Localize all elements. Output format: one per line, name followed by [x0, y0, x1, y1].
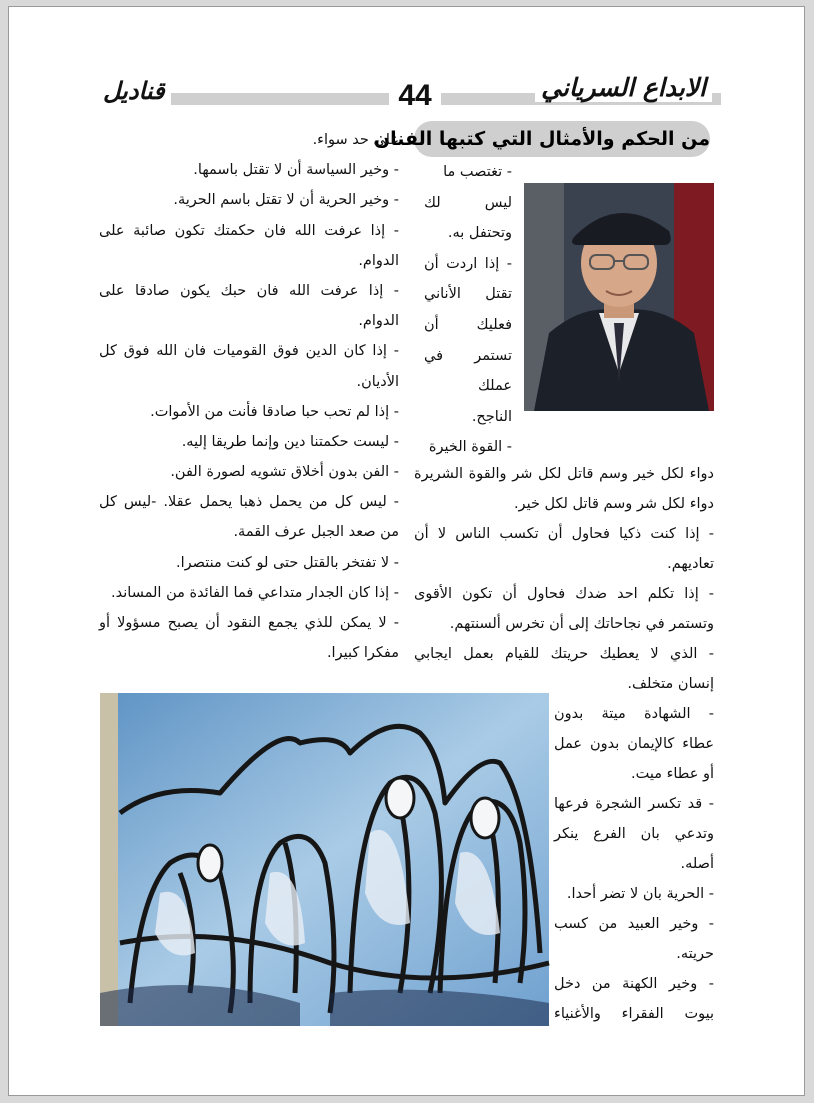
text-line: - الذي لا يعطيك حريتك للقيام بعمل ايجابي [414, 646, 714, 662]
text-line: - وخير الكهنة من دخل [554, 976, 714, 992]
text-line: مفكرا كبيرا. [326, 645, 399, 662]
text-line: - لا يمكن للذي يجمع النقود أن يصبح مسؤولا أو [99, 615, 399, 631]
magazine-page [8, 6, 805, 1096]
text-line: - إذا لم تحب حبا صادقا فأنت من الأموات. [150, 403, 399, 420]
text-line: عطاء كالإيمان بدون عمل [554, 736, 714, 752]
text-line: - القوة الخيرة [428, 439, 512, 456]
text-line: بيوت الفقراء والأغنياء [554, 1006, 714, 1022]
text-line: الدوام. [358, 313, 399, 330]
text-line: - إذا كان الجدار متداعي فما الفائدة من المساند. [111, 584, 399, 601]
text-line: - لا تفتخر بالقتل حتى لو كنت منتصرا. [175, 554, 399, 571]
text-line: - الحرية بان لا تضر أحدا. [566, 886, 714, 902]
narrow-text-column [424, 157, 512, 463]
abstract-figures-painting [100, 693, 549, 1026]
page-number: 44 [389, 79, 441, 113]
text-line: - ليس كل من يحمل ذهبا يحمل عقلا. -ليس كل [99, 494, 399, 511]
text-line: فعليك أن [424, 316, 512, 333]
text-line: - وخير السياسة أن لا تقتل باسمها. [193, 162, 399, 179]
text-line: - إذا تكلم احد ضدك فحاول أن تكون الأقوى [414, 586, 714, 602]
text-line: الناجح. [471, 408, 512, 425]
text-line: - الفن بدون أخلاق تشويه لصورة الفن. [170, 464, 399, 481]
text-line: وتدعي بان الفرع ينكر [554, 826, 714, 842]
text-line: - تغتصب ما [443, 164, 512, 180]
text-line: تستمر في [424, 347, 512, 364]
text-line: - إذا اردت أن [424, 255, 512, 272]
text-line: تعاديهم. [667, 556, 714, 572]
text-line: - قد تكسر الشجرة فرعها [554, 796, 714, 812]
text-line: دواء لكل خير وسم قاتل لكل شر والقوة الشريرة [414, 466, 714, 482]
right-text-block [414, 459, 714, 699]
text-line: أو عطاء ميت. [630, 766, 714, 782]
text-line: ليس لك [424, 194, 512, 211]
text-line: الأديان. [356, 373, 399, 390]
text-line: - الشهادة ميتة بدون [554, 706, 714, 722]
section-name: قناديل [97, 77, 171, 105]
text-line: تقتل الأناني [424, 286, 512, 303]
left-text-column [99, 125, 399, 668]
text-line: عملك [477, 378, 512, 395]
text-line: إنسان متخلف. [627, 676, 714, 692]
artist-portrait-image [524, 183, 714, 411]
text-line: الدوام. [358, 252, 399, 269]
text-line: - إذا كان الدين فوق القوميات فان الله فوق كل [99, 343, 399, 360]
text-line: - وخير الحرية أن لا تقتل باسم الحرية. [173, 192, 399, 209]
text-line: من صعد الجبل عرف القمة. [233, 524, 399, 541]
text-line: - إذا كنت ذكيا فحاول أن تكسب الناس لا أن [414, 526, 714, 542]
text-line: - ليست حكمتنا دين وإنما طريقا إليه. [181, 433, 399, 450]
magazine-title: الابداع السرياني [535, 73, 712, 102]
painting-image [100, 693, 549, 1026]
text-line: أصله. [680, 856, 714, 872]
text-line: - وخير العبيد من كسب [554, 916, 714, 932]
text-line: - إذا عرفت الله فان حكمتك تكون صائبة على [99, 222, 399, 239]
text-line: وتستمر في نجاحاتك إلى أن تخرس ألسنتهم. [449, 616, 714, 632]
text-line: وتحتفل به. [447, 225, 512, 242]
text-line: - إذا عرفت الله فان حبك يكون صادقا على [99, 282, 399, 299]
article-title: من الحكم والأمثال التي كتبها الفنان [414, 121, 710, 157]
right-bottom-text-column [554, 699, 714, 1029]
artist-photo [524, 183, 714, 411]
text-line: حريته. [676, 946, 714, 962]
text-line: دواء لكل شر وسم قاتل لكل خير. [513, 496, 714, 512]
text-line: على حد سواء. [312, 132, 399, 148]
